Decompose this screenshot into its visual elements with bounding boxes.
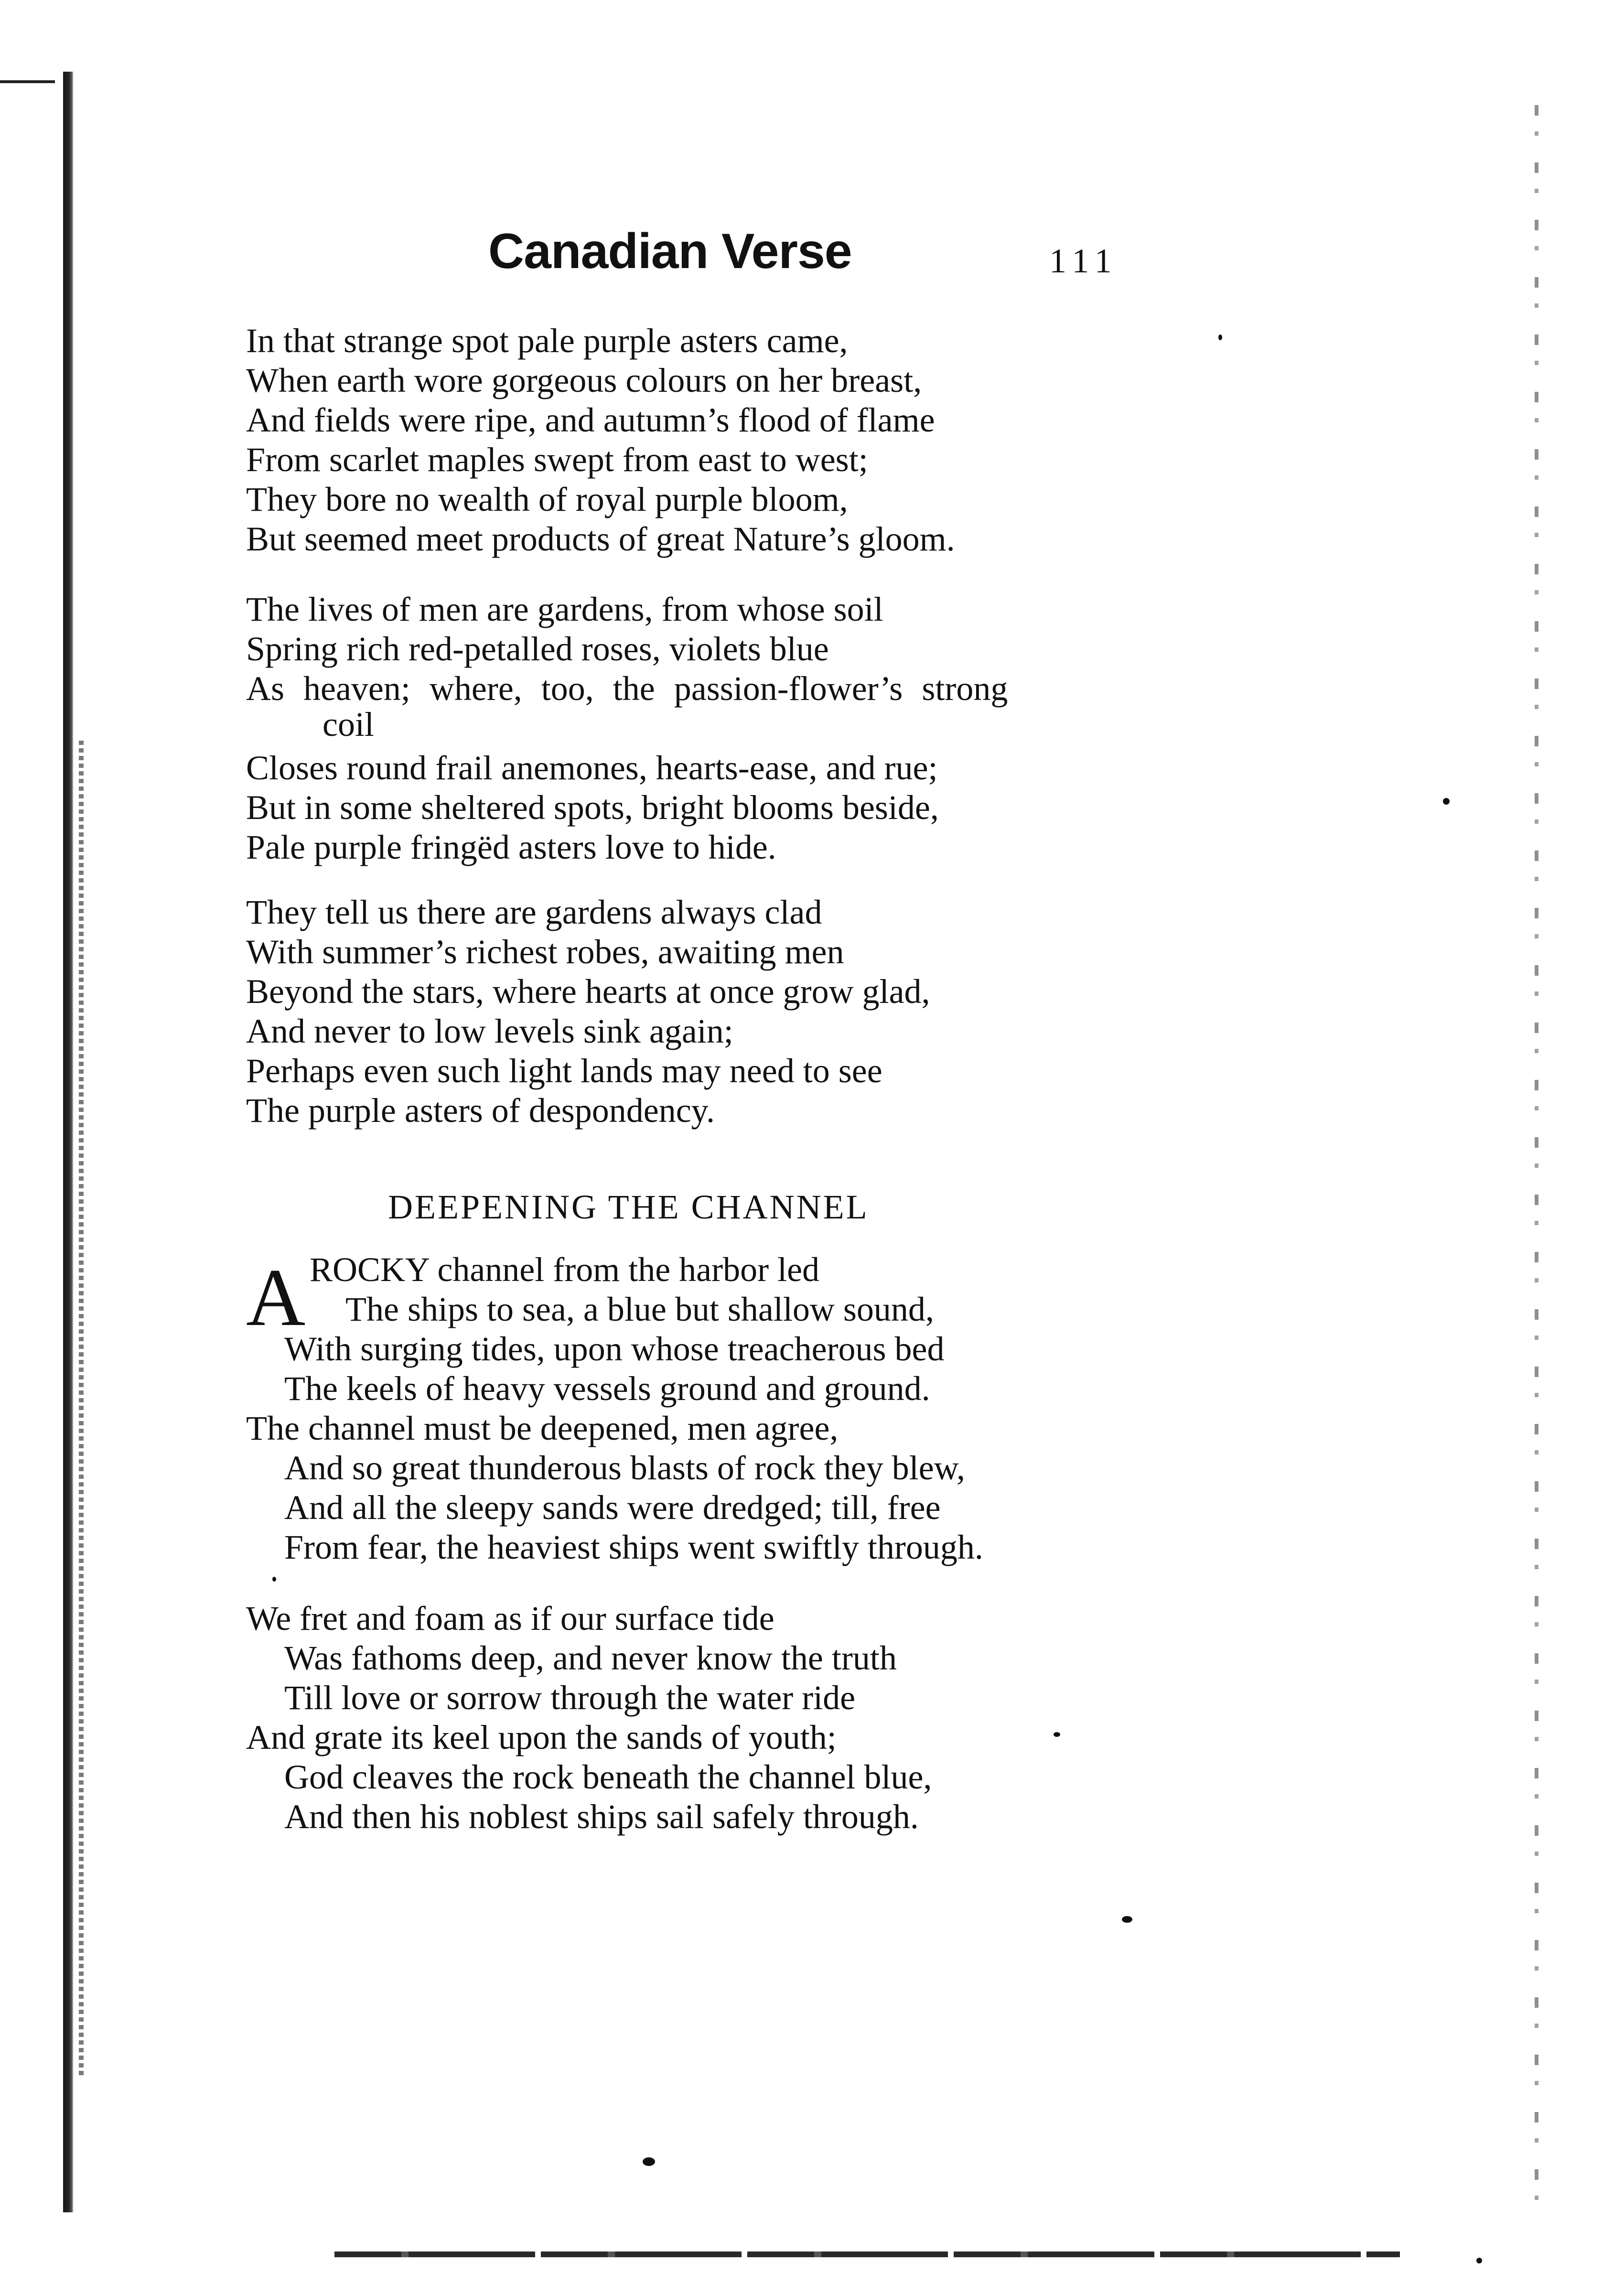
verse-line: They tell us there are gardens always clad (246, 893, 822, 931)
binding-shadow-texture (79, 741, 84, 2079)
verse-line: As heaven; where, too, the passion-flower’s strong (246, 669, 1008, 708)
verse-line: Closes round frail anemones, hearts-ease, and rue; (246, 749, 938, 787)
binding-shadow (63, 72, 74, 2212)
drop-cap: A (246, 1252, 306, 1343)
speck (1443, 798, 1450, 805)
verse-line: The lives of men are gardens, from whose soil (246, 590, 883, 628)
verse-line: And grate its keel upon the sands of youth; (246, 1718, 837, 1756)
speck (1054, 1732, 1060, 1737)
verse-line: With surging tides, upon whose treacherous bed (284, 1330, 945, 1368)
verse-line: They bore no wealth of royal purple bloom, (246, 480, 848, 518)
verse-line: And then his noblest ships sail safely through. (284, 1798, 919, 1836)
verse-line: Spring rich red-petalled roses, violets blue (246, 630, 829, 668)
verse-line: But in some sheltered spots, bright blooms beside, (246, 788, 939, 827)
verse-line: ROCKY channel from the harbor led (310, 1250, 820, 1289)
page-title: Canadian Verse (488, 224, 852, 279)
verse-line: And all the sleepy sands were dredged; till, free (284, 1488, 941, 1527)
poem-title: DEEPENING THE CHANNEL (388, 1188, 869, 1226)
verse-line: And so great thunderous blasts of rock they blew, (284, 1449, 966, 1487)
speck (1476, 2258, 1482, 2263)
verse-line: God cleaves the rock beneath the channel blue, (284, 1758, 932, 1796)
bottom-scan-rule (334, 2251, 1400, 2257)
speck (1218, 334, 1222, 340)
page-number: 111 (1049, 242, 1119, 280)
verse-line: Beyond the stars, where hearts at once grow glad, (246, 972, 930, 1011)
scan-mark (0, 80, 55, 83)
speck (1122, 1916, 1132, 1923)
verse-line-turnover: coil (323, 705, 374, 743)
verse-line: But seemed meet products of great Nature’s gloom. (246, 520, 955, 558)
verse-line: The channel must be deepened, men agree, (246, 1409, 839, 1447)
verse-line: And fields were ripe, and autumn’s flood of flame (246, 401, 935, 439)
verse-line: Perhaps even such light lands may need to see (246, 1052, 882, 1090)
verse-line: The purple asters of despondency. (246, 1091, 715, 1130)
verse-line: When earth wore gorgeous colours on her breast, (246, 361, 922, 399)
verse-line: Till love or sorrow through the water ride (284, 1679, 856, 1717)
verse-line: The ships to sea, a blue but shallow sound, (345, 1290, 934, 1328)
verse-line: And never to low levels sink again; (246, 1012, 733, 1050)
verse-line: We fret and foam as if our surface tide (246, 1599, 774, 1637)
verse-line: From fear, the heaviest ships went swiftly through. (284, 1528, 983, 1566)
verse-line: The keels of heavy vessels ground and ground. (284, 1369, 930, 1408)
speck (643, 2157, 655, 2166)
verse-line: With summer’s richest robes, awaiting men (246, 933, 844, 971)
verse-line: Was fathoms deep, and never know the truth (284, 1639, 897, 1677)
verse-line: From scarlet maples swept from east to west; (246, 441, 868, 479)
speck (272, 1577, 276, 1582)
page-edge-shadow (1535, 105, 1538, 2208)
verse-line: In that strange spot pale purple asters came, (246, 322, 848, 360)
verse-line: Pale purple fringëd asters love to hide. (246, 828, 776, 866)
